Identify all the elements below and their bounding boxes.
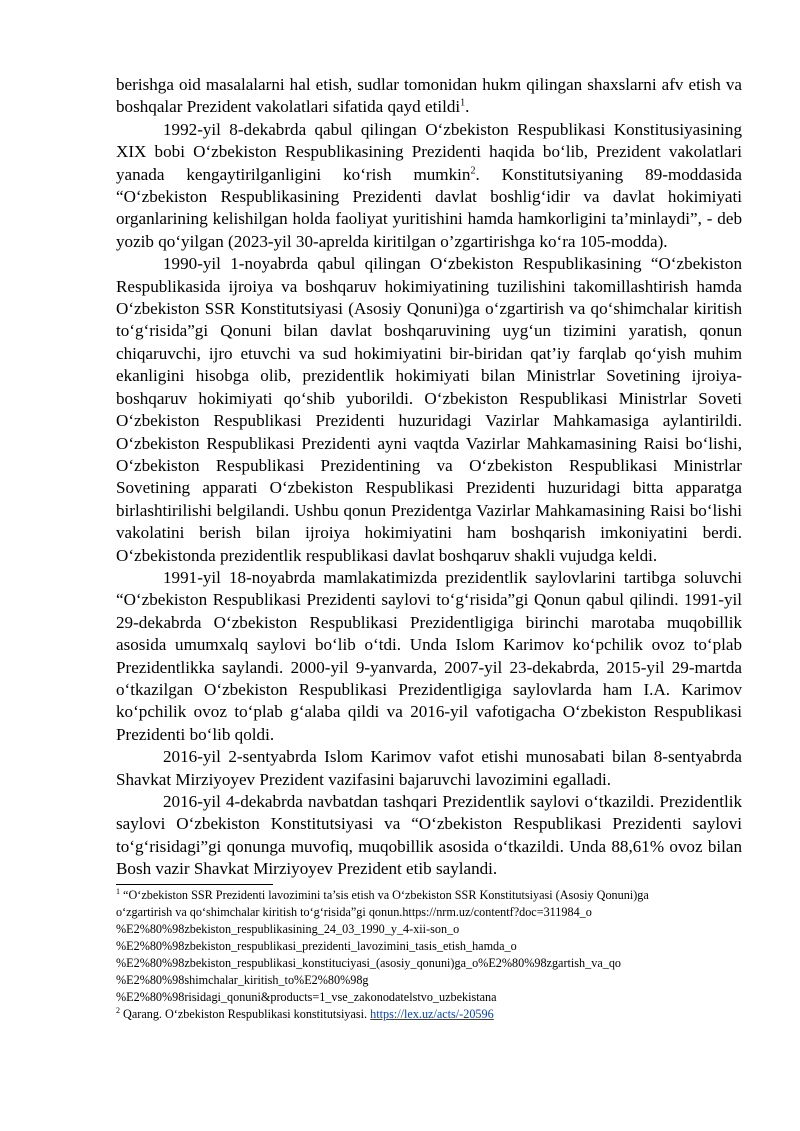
footnote-marker-1: 1 — [116, 886, 120, 896]
paragraph-5: 2016-yil 2-sentyabrda Islom Karimov vafot etishi munosabati bilan 8-sentyabrda Shavkat Mirziyoyev Prezident vazifasini bajaruvchi lavozimini egalladi. — [116, 747, 742, 789]
footnote-ref-2[interactable]: 2 — [470, 164, 476, 176]
paragraph-1: berishga oid masalalarni hal etish, sudlar tomonidan hukm qilingan shaxslarni afv etish va boshqalar Prezident vakolatlari sifatida qayd etildi$^1$. — [116, 75, 742, 117]
paragraph-3: 1990-yil 1-noyabrda qabul qilingan O‘zbekiston Respublikasining “O‘zbekiston Respublikasida ijroiya va boshqaruv hokimiyatining tuzilishini takomillashtirish hamda O‘zbekiston SSR Konstitutsiyasi (Asosiy Qonuni)ga o‘zgartirish va qo‘shimchalar kiritish to‘g‘risida”gi Qonuni bilan davlat boshqaruvining uyg‘un tizimini yaratish, qonun chiqaruvchi, ijro etuvchi va sud hokimiyatini bir-biridan qat’iy farqlab qo‘yish muhim ekanligini hisobga olib, prezidentlik hokimiyati bilan Ministrlar Sovetining ijroiya-boshqaruv hokimiyati qo‘shib yuborildi. O‘zbekiston Respublikasi Ministrlar Soveti O‘zbekiston Respublikasi Prezidenti huzuridagi Vazirlar Mahkamasiga aylantirildi. O‘zbekiston Respublikasi Prezidenti ayni vaqtda Vazirlar Mahkamasining Raisi bo‘lishi, O‘zbekiston Respublikasi Prezidentining va O‘zbekiston Respublikasi Ministrlar Sovetining apparati O‘zbekiston Respublikasi Prezidenti huzuridagi bitta apparatga birlashtirilishi belgilandi. Ushbu qonun Prezidentga Vazirlar Mahkamasining Raisi bo‘lishi vakolatini berish bilan ijroiya hokimiyatini ham boshqarish imkoniyatini berdi. O‘zbekistonda prezidentlik respublikasi davlat boshqaruv shakli vujudga keldi. — [116, 254, 742, 565]
lex-uz-link[interactable]: https://lex.uz/acts/-20596 — [370, 1006, 494, 1021]
paragraph-2: 1992-yil 8-dekabrda qabul qilingan O‘zbekiston Respublikasi Konstitusiyasining XIX bobi O‘zbekiston Respublikasining Prezidenti haqida bo‘lib, Prezident vakolatlari yanada kengaytirilganligini ko‘rish mumkin$^2$. Konstitutsiyaning 89-moddasida “O‘zbekiston Respublikasining Prezidenti davlat boshlig‘idir va davlat hokimiyati organlarining kelishilgan holda faoliyat yuritishini hamda hamkorligini ta’minlaydi”, - deb yozib qo‘yilgan (2023-yil 30-aprelda kiritilgan o’zgartirishga ko‘ra 105-modda). — [116, 119, 743, 251]
paragraph-6: 2016-yil 4-dekabrda navbatdan tashqari Prezidentlik saylovi o‘tkazildi. Prezidentlik saylovi O‘zbekiston Konstitutsiyasi va “O‘zbekiston Respublikasi Prezidenti saylovi to‘g‘risidagi”gi qonunga muvofiq, muqobillik asosida o‘tkazildi. Unda 88,61% ovoz bilan Bosh vazir Shavkat Mirziyoyev Prezident etib saylandi. — [116, 792, 742, 879]
document-page — [116, 74, 742, 1023]
footnote-2: $^2$ Qarang. O‘zbekiston Respublikasi konstitutsiyasi. https://lex.uz/acts/-20596 — [116, 1005, 494, 1021]
footnotes — [116, 887, 742, 1023]
footnote-1: $^1$ “O‘zbekiston SSR Prezidenti lavozimini ta’sis etish va O‘zbekiston SSR Konstitutsiyasi (Asosiy Qonuni)ga o‘zgartirish va qo‘shimchalar kiritish to‘g‘risida”gi qonun.https://nrm.uz/contentf?doc=311984_o %E2%80%98zbekiston_respublikasining_24_03_1990_y_4-xii-son_o %E2%80%98zbekiston_respublikasi_prezidenti_lavozimini_tasis_etish_hamda_o %E2%80%98zbekiston_respublikasi_konstituciyasi_(asosiy_qonuni)ga_o%E2%80%98zgartish_va_qo %E2%80%98shimchalar_kiritish_to%E2%80%98g %E2%80%98risidagi_qonuni&products=1_vse_zakonodatelstvo_uzbekistana — [116, 886, 649, 1004]
footnote-ref-1[interactable]: 1 — [460, 97, 466, 109]
paragraph-4: 1991-yil 18-noyabrda mamlakatimizda prezidentlik saylovlarini tartibga soluvchi “O‘zbekiston Respublikasi Prezidenti saylovi to‘g‘risida”gi Qonun qabul qilindi. 1991-yil 29-dekabrda O‘zbekiston Respublikasi Prezidentligiga birinchi marotaba muqobillik asosida umumxalq saylovi bo‘lib o‘tdi. Unda Islom Karimov ko‘pchilik ovoz to‘plab Prezidentlikka saylandi. 2000-yil 9-yanvarda, 2007-yil 23-dekabrda, 2015-yil 29-martda o‘tkazilgan O‘zbekiston Respublikasi Prezidentligiga saylovlarda ham I.A. Karimov ko‘pchilik ovoz to‘plab g‘alaba qildi va 2016-yil vafotigacha O‘zbekiston Respublikasi Prezidenti bo‘lib qoldi. — [116, 567, 742, 744]
body-text — [116, 74, 742, 881]
footnote-separator — [116, 884, 273, 885]
footnote-marker-2: 2 — [116, 1005, 120, 1015]
